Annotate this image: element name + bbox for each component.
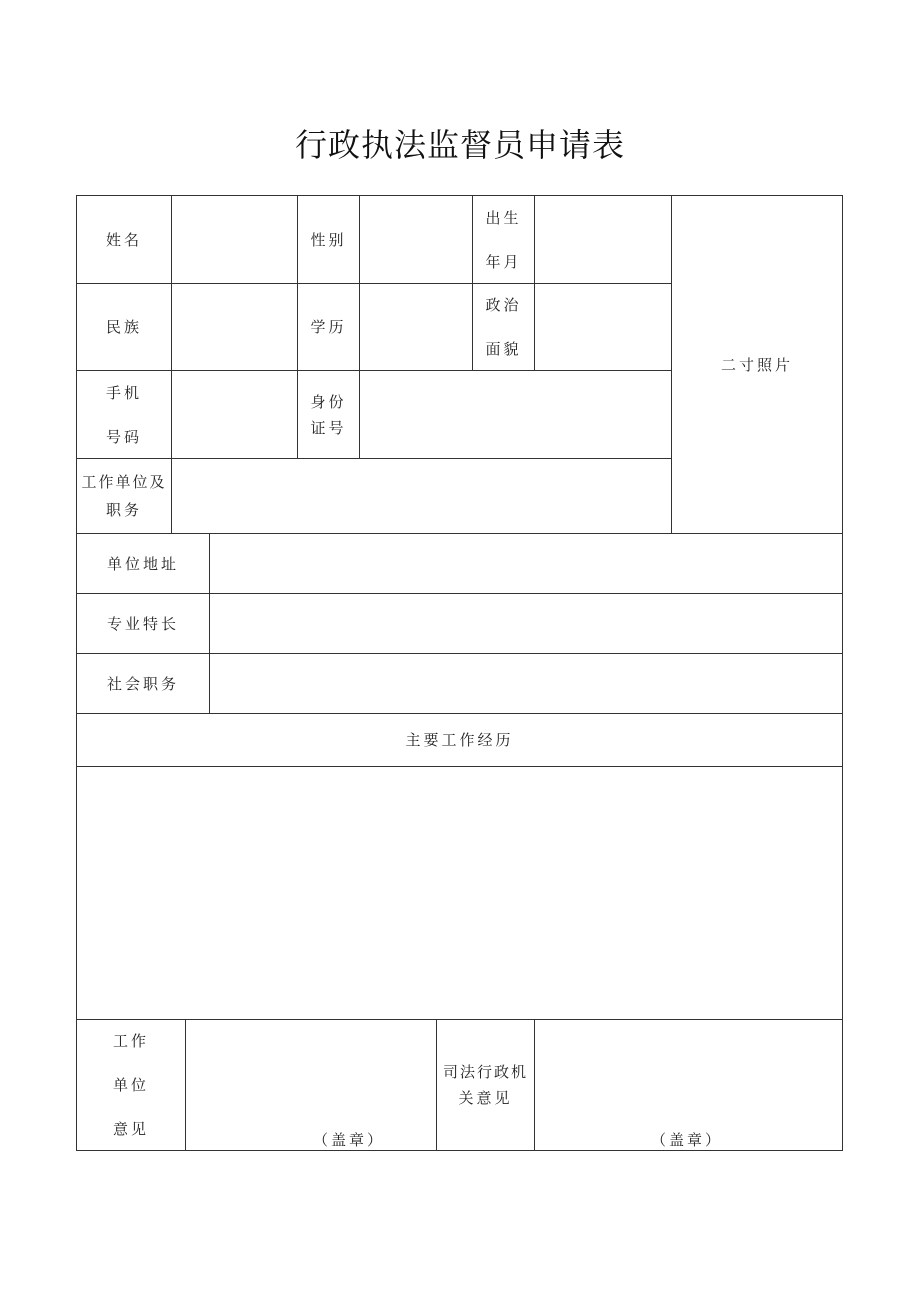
label-social-role: 社会职务 bbox=[106, 674, 179, 693]
page-title: 行政执法监督员申请表 bbox=[294, 126, 625, 164]
stamp-left: （盖章） bbox=[313, 1131, 386, 1149]
label-employer-line2: 职务 bbox=[105, 501, 142, 519]
label-birth-date bbox=[473, 196, 534, 283]
label-political-line1: 政治 bbox=[485, 296, 522, 314]
education-value-cell[interactable] bbox=[360, 284, 472, 370]
label-id-number bbox=[298, 371, 359, 458]
label-address: 单位地址 bbox=[106, 554, 179, 573]
label-phone-line2: 号码 bbox=[105, 427, 142, 446]
political-value-cell[interactable] bbox=[535, 284, 671, 370]
label-id-line1: 身份 bbox=[310, 392, 347, 411]
experience-header: 主要工作经历 bbox=[405, 731, 514, 749]
label-unit-opinion-line2: 单位 bbox=[112, 1076, 149, 1094]
label-political-line2: 面貌 bbox=[485, 340, 522, 358]
social-role-value-cell[interactable] bbox=[210, 654, 842, 713]
label-unit-opinion-line3: 意见 bbox=[112, 1120, 149, 1138]
phone-value-cell[interactable] bbox=[172, 371, 297, 458]
table-border-right bbox=[842, 195, 843, 1151]
label-gender: 性别 bbox=[310, 230, 347, 249]
label-id-line2: 证号 bbox=[310, 418, 347, 437]
unit-opinion-value-cell[interactable] bbox=[186, 1020, 436, 1150]
label-unit-opinion bbox=[77, 1020, 185, 1150]
label-education: 学历 bbox=[310, 318, 347, 336]
id-value-cell[interactable] bbox=[360, 371, 671, 458]
label-birth-line2: 年月 bbox=[485, 252, 522, 271]
experience-value-area[interactable] bbox=[77, 767, 842, 1019]
label-employer bbox=[77, 459, 171, 533]
label-unit-opinion-line1: 工作 bbox=[112, 1032, 149, 1050]
gender-value-cell[interactable] bbox=[360, 196, 472, 283]
specialty-value-cell[interactable] bbox=[210, 594, 842, 653]
label-phone-line1: 手机 bbox=[105, 383, 142, 402]
label-justice-opinion bbox=[437, 1020, 534, 1150]
label-specialty: 专业特长 bbox=[106, 614, 179, 633]
employer-value-cell[interactable] bbox=[172, 459, 671, 533]
label-ethnicity: 民族 bbox=[105, 318, 142, 336]
label-name: 姓名 bbox=[105, 230, 142, 249]
label-phone bbox=[77, 371, 171, 458]
photo-placeholder: 二寸照片 bbox=[720, 355, 793, 374]
table-border-bottom bbox=[76, 1150, 843, 1151]
label-justice-opinion-line1: 司法行政机 bbox=[442, 1063, 528, 1081]
birth-value-cell[interactable] bbox=[535, 196, 671, 283]
name-value-cell[interactable] bbox=[172, 196, 297, 283]
label-political-status bbox=[473, 284, 534, 370]
label-justice-opinion-line2: 关意见 bbox=[458, 1089, 513, 1107]
ethnicity-value-cell[interactable] bbox=[172, 284, 297, 370]
label-birth-line1: 出生 bbox=[485, 208, 522, 227]
address-value-cell[interactable] bbox=[210, 534, 842, 593]
stamp-right: （盖章） bbox=[651, 1131, 724, 1149]
label-employer-line1: 工作单位及 bbox=[81, 473, 167, 491]
